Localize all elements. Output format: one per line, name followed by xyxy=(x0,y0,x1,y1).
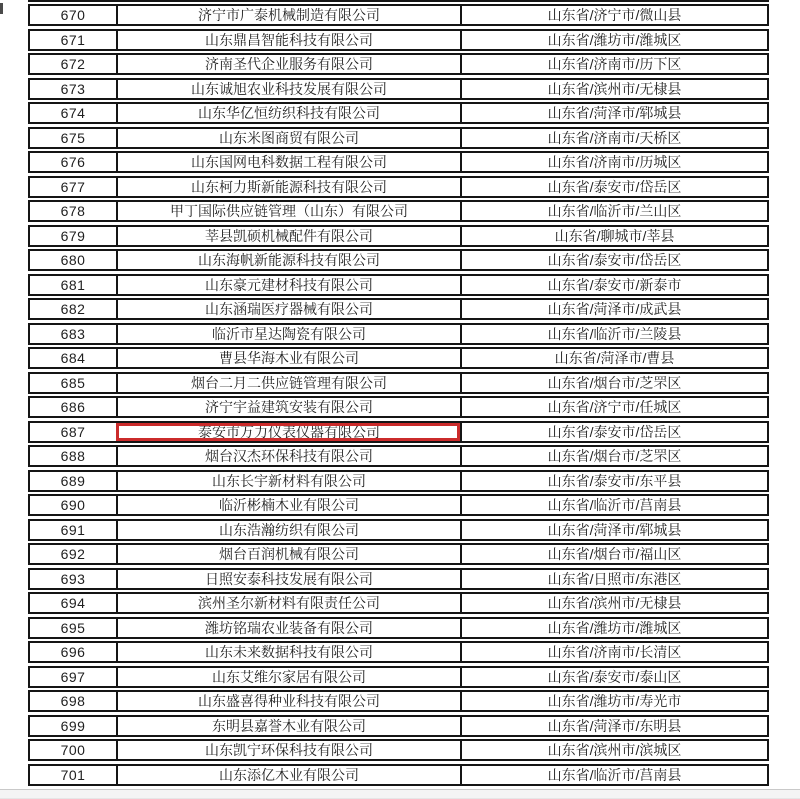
row-number: 688 xyxy=(60,448,86,464)
table-row xyxy=(28,764,769,786)
table-row xyxy=(28,151,769,173)
region: 山东省/烟台市/芝罘区 xyxy=(460,374,767,392)
company-name: 烟台汉杰环保科技有限公司 xyxy=(116,447,460,465)
company-name: 临沂彬楠木业有限公司 xyxy=(116,496,460,514)
company-name: 山东柯力斯新能源科技有限公司 xyxy=(116,178,460,196)
row-number: 675 xyxy=(60,129,86,146)
company-name: 甲丁国际供应链管理（山东）有限公司 xyxy=(116,202,460,220)
company-name: 济宁宇益建筑安装有限公司 xyxy=(116,398,460,416)
region: 山东省/泰安市/新泰市 xyxy=(460,276,767,294)
company-name: 山东浩瀚纺织有限公司 xyxy=(116,521,460,539)
table-row xyxy=(28,715,769,737)
table-row xyxy=(28,494,769,516)
company-name: 山东长宇新材料有限公司 xyxy=(116,472,460,490)
table-row xyxy=(28,396,769,418)
row-number: 689 xyxy=(60,472,86,489)
row-number: 682 xyxy=(60,301,86,317)
cut-off-row-border xyxy=(28,0,769,2)
row-number: 683 xyxy=(60,325,86,342)
row-number: 696 xyxy=(60,644,86,660)
region: 山东省/济宁市/任城区 xyxy=(460,398,767,416)
row-number: 672 xyxy=(60,56,86,72)
company-name: 临沂市星达陶瓷有限公司 xyxy=(116,325,460,343)
region: 山东省/济南市/历下区 xyxy=(460,55,767,73)
company-name: 潍坊铭瑞农业装备有限公司 xyxy=(116,619,460,637)
region: 山东省/日照市/东港区 xyxy=(460,570,767,588)
table-row xyxy=(28,29,769,51)
row-number: 692 xyxy=(60,546,86,562)
screen-edge-artifact xyxy=(0,3,3,14)
table-row xyxy=(28,274,769,296)
company-name: 东明县嘉誉木业有限公司 xyxy=(116,717,460,735)
table-row-highlighted xyxy=(28,421,769,443)
region: 山东省/泰安市/岱岳区 xyxy=(460,178,767,196)
row-number: 698 xyxy=(60,693,86,709)
row-number: 693 xyxy=(60,570,86,587)
horizontal-scrollbar-track[interactable] xyxy=(0,789,800,799)
table-row xyxy=(28,592,769,614)
row-number: 673 xyxy=(60,80,86,97)
table-row xyxy=(28,617,769,639)
company-name: 山东鼎昌智能科技有限公司 xyxy=(116,31,460,49)
company-name: 山东涵瑞医疗器械有限公司 xyxy=(116,300,460,318)
region: 山东省/临沂市/兰山区 xyxy=(460,202,767,220)
table-row xyxy=(28,225,769,247)
region: 山东省/菏泽市/东明县 xyxy=(460,717,767,735)
table-row xyxy=(28,568,769,590)
row-number: 681 xyxy=(60,276,86,293)
region: 山东省/济南市/长清区 xyxy=(460,643,767,661)
company-name: 山东未来数据科技有限公司 xyxy=(116,643,460,661)
region: 山东省/临沂市/莒南县 xyxy=(460,496,767,514)
row-number: 697 xyxy=(60,668,86,685)
region: 山东省/滨州市/滨城区 xyxy=(460,741,767,759)
table-row xyxy=(28,298,769,320)
table-row xyxy=(28,323,769,345)
region: 山东省/济宁市/微山县 xyxy=(460,6,767,24)
company-name: 山东豪元建材科技有限公司 xyxy=(116,276,460,294)
region: 山东省/泰安市/岱岳区 xyxy=(460,251,767,269)
table-row xyxy=(28,53,769,75)
row-number: 670 xyxy=(60,7,86,23)
region: 山东省/菏泽市/曹县 xyxy=(460,349,767,367)
row-number: 686 xyxy=(60,399,86,415)
region: 山东省/潍坊市/寿光市 xyxy=(460,692,767,710)
table-row xyxy=(28,200,769,222)
row-number: 685 xyxy=(60,374,86,391)
table-row xyxy=(28,519,769,541)
table-row xyxy=(28,176,769,198)
company-name: 山东国网电科数据工程有限公司 xyxy=(116,153,460,171)
row-number: 690 xyxy=(60,497,86,513)
row-number: 699 xyxy=(60,717,86,734)
company-table xyxy=(28,4,769,788)
company-name: 烟台百润机械有限公司 xyxy=(116,545,460,563)
company-name: 日照安泰科技发展有限公司 xyxy=(116,570,460,588)
company-name: 曹县华海木业有限公司 xyxy=(116,349,460,367)
table-row xyxy=(28,470,769,492)
row-number: 687 xyxy=(60,423,86,440)
region: 山东省/聊城市/莘县 xyxy=(460,227,767,245)
table-row xyxy=(28,372,769,394)
row-number: 671 xyxy=(60,31,86,48)
table-row xyxy=(28,690,769,712)
company-name: 烟台二月二供应链管理有限公司 xyxy=(116,374,460,392)
region: 山东省/烟台市/福山区 xyxy=(460,545,767,563)
row-number: 694 xyxy=(60,595,86,611)
row-number: 691 xyxy=(60,521,86,538)
table-row xyxy=(28,78,769,100)
row-number: 684 xyxy=(60,350,86,366)
company-name: 山东米图商贸有限公司 xyxy=(116,129,460,147)
row-number: 674 xyxy=(60,105,86,121)
region: 山东省/泰安市/泰山区 xyxy=(460,668,767,686)
region: 山东省/济南市/天桥区 xyxy=(460,129,767,147)
company-name: 山东诚旭农业科技发展有限公司 xyxy=(116,80,460,98)
table-row xyxy=(28,102,769,124)
row-number: 680 xyxy=(60,252,86,268)
region: 山东省/滨州市/无棣县 xyxy=(460,594,767,612)
row-number: 677 xyxy=(60,178,86,195)
region: 山东省/菏泽市/郓城县 xyxy=(460,104,767,122)
company-name: 济南圣代企业服务有限公司 xyxy=(116,55,460,73)
row-number: 678 xyxy=(60,203,86,219)
table-row xyxy=(28,666,769,688)
company-name: 济宁市广泰机械制造有限公司 xyxy=(116,6,460,24)
row-number: 701 xyxy=(60,766,86,783)
company-name: 泰安市万力仪表仪器有限公司 xyxy=(116,423,460,441)
company-name: 山东凯宁环保科技有限公司 xyxy=(116,741,460,759)
table-row xyxy=(28,641,769,663)
company-name: 莘县凯硕机械配件有限公司 xyxy=(116,227,460,245)
company-name: 滨州圣尔新材料有限责任公司 xyxy=(116,594,460,612)
row-number: 700 xyxy=(60,742,86,758)
region: 山东省/烟台市/芝罘区 xyxy=(460,447,767,465)
company-name: 山东海帆新能源科技有限公司 xyxy=(116,251,460,269)
row-number: 695 xyxy=(60,619,86,636)
region: 山东省/菏泽市/成武县 xyxy=(460,300,767,318)
region: 山东省/滨州市/无棣县 xyxy=(460,80,767,98)
region: 山东省/临沂市/兰陵县 xyxy=(460,325,767,343)
region: 山东省/临沂市/莒南县 xyxy=(460,766,767,784)
company-name: 山东盛喜得种业科技有限公司 xyxy=(116,692,460,710)
company-name: 山东艾维尔家居有限公司 xyxy=(116,668,460,686)
region: 山东省/泰安市/岱岳区 xyxy=(460,423,767,441)
table-row xyxy=(28,347,769,369)
table-row xyxy=(28,127,769,149)
region: 山东省/济南市/历城区 xyxy=(460,153,767,171)
table-row xyxy=(28,445,769,467)
company-name: 山东华亿恒纺织科技有限公司 xyxy=(116,104,460,122)
region: 山东省/潍坊市/潍城区 xyxy=(460,31,767,49)
table-row xyxy=(28,739,769,761)
table-row xyxy=(28,4,769,26)
company-name: 山东添亿木业有限公司 xyxy=(116,766,460,784)
table-row xyxy=(28,249,769,271)
region: 山东省/泰安市/东平县 xyxy=(460,472,767,490)
row-number: 676 xyxy=(60,154,86,170)
table-row xyxy=(28,543,769,565)
region: 山东省/菏泽市/郓城县 xyxy=(460,521,767,539)
region: 山东省/潍坊市/潍城区 xyxy=(460,619,767,637)
row-number: 679 xyxy=(60,227,86,244)
